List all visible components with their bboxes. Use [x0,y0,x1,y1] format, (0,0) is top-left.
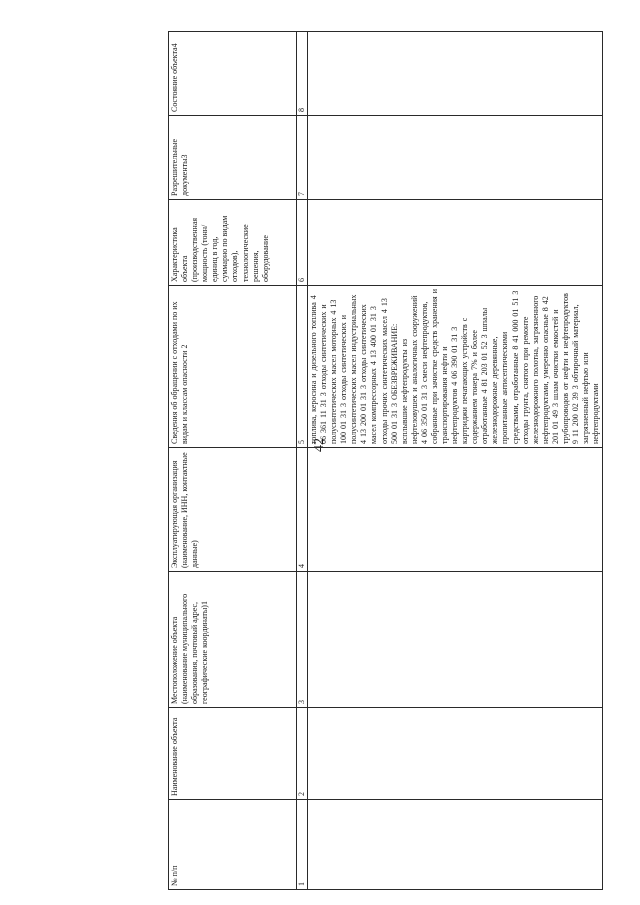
column-number: 6 [297,200,308,286]
table-row [308,32,603,890]
header-cell-location: Местоположение объекта (наименование муниципального образования, почтовый адрес, географические координаты)1 [169,572,297,708]
header-cell-permits: Разрешительные документы3 [169,116,297,200]
cell-operator [308,448,603,572]
column-number-row [297,32,308,890]
column-number: 8 [297,32,308,116]
cell-number [308,800,603,890]
header-cell-characteristics: Характеристика объекта (производственная мощность (тонн/единиц в год, суммарно по видам отходов), технологические решения, оборудование [169,200,297,286]
column-number: 1 [297,800,308,890]
column-number: 3 [297,572,308,708]
cell-permits [308,116,603,200]
column-number: 5 [297,286,308,448]
column-number: 4 [297,448,308,572]
header-cell-number: № п/п [169,800,297,890]
register-table [168,31,603,890]
cell-waste-info: топлива, керосина и дизельного топлива 4 06 361 11 31 3 отходы синтетических и полусинтетических масел моторных 4 13 100 01 31 3 отходы синтетических и полусинтетических масел индустриальных 4 13 200 01 31 3 отходы синтетических масел компрессорных 4 13 400 01 31 3 отходы прочих синтетических масел 4 13 500 01 31 3 ОБЕЗВРЕЖИВАНИЕ: всплывшие нефтепродукты из нефтеловушек и аналогичных сооружений 4 06 350 01 31 3 смеси нефтепродуктов, собранные при зачистке средств хранения и транспортирования нефти и нефтепродуктов 4 06 390 01 31 3 картриджи печатающих устройств с содержанием тонера 7% и более отработанные 4 81 203 01 52 3 шпалы железнодорожные деревянные, пропитанные антисептическими средствами, отработанные 8 41 000 01 51 3 отходы грунта, снятого при ремонте железнодорожного полотна, загрязненного нефтепродуктами, умеренно опасные 8 42 201 01 49 3 шлам очистки емкостей и трубопроводов от нефти и нефтепродуктов 9 11 200 02 39 3 обтирочный материал, загрязненный нефтью или нефтепродуктами [308,286,603,448]
cell-location [308,572,603,708]
header-cell-name: Наименование объекта [169,708,297,800]
page-number: 42 [312,438,327,452]
cell-name [308,708,603,800]
header-row [169,32,297,890]
header-cell-waste-info: Сведения об обращении с отходами по их видам и классам опасности 2 [169,286,297,448]
register-table-wrapper [168,32,601,890]
column-number: 2 [297,708,308,800]
column-number: 7 [297,116,308,200]
header-cell-operator: Эксплуатирующая организация (наименование, ИНН, контактные данные) [169,448,297,572]
cell-status [308,32,603,116]
cell-characteristics [308,200,603,286]
header-cell-status: Состояние объекта4 [169,32,297,116]
